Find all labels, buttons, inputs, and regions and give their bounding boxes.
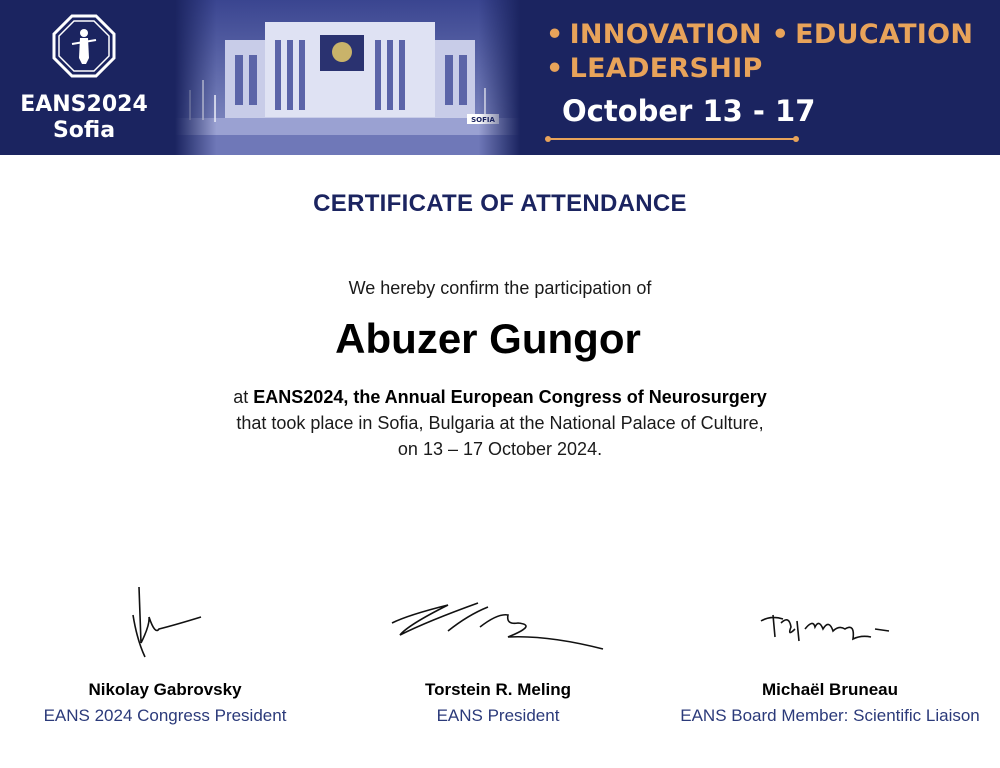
bullet-icon: • <box>546 19 564 50</box>
slogan-education: EDUCATION <box>795 19 974 50</box>
signature-block-bruneau <box>660 585 1000 726</box>
header-banner <box>0 0 1000 155</box>
slogan-line-2 <box>546 52 986 86</box>
signatory-role: EANS President <box>436 706 560 725</box>
event-name: EANS2024, the Annual European Congress of Neurosurgery <box>253 387 767 407</box>
signatory-name: Michaël Bruneau <box>761 680 899 699</box>
octagon-emblem-icon <box>52 14 116 78</box>
body-line-3: on 13 – 17 October 2024. <box>397 439 603 459</box>
signatory-name: Nikolay Gabrovsky <box>88 680 242 699</box>
congress-dates: October 13 - 17 <box>562 94 816 128</box>
signature-bruneau <box>755 585 905 660</box>
signatory-role: EANS Board Member: Scientific Liaison <box>680 706 980 725</box>
slogan <box>546 18 986 86</box>
slogan-innovation: INNOVATION <box>569 19 762 50</box>
signature-block-gabrovsky <box>0 585 335 726</box>
body-line-2: that took place in Sofia, Bulgaria at the National Palace of Culture, <box>236 413 764 433</box>
certificate-intro: We hereby confirm the participation of <box>348 278 652 298</box>
logo-text <box>0 92 168 144</box>
bullet-icon: • <box>546 53 564 84</box>
signature-meling <box>388 585 608 660</box>
slogan-line-1 <box>546 18 986 52</box>
body-line-1 <box>0 384 1000 410</box>
eans-logo <box>0 0 175 155</box>
logo-city: Sofia <box>52 118 116 143</box>
certificate-title: CERTIFICATE OF ATTENDANCE <box>313 190 687 217</box>
palace-photo <box>175 0 520 155</box>
certificate-body <box>0 384 1000 462</box>
signatory-role: EANS 2024 Congress President <box>43 706 287 725</box>
logo-title: EANS2024 <box>20 92 148 117</box>
dates-underline <box>548 138 796 140</box>
signatory-name: Torstein R. Meling <box>424 680 572 699</box>
signature-block-meling <box>328 585 668 726</box>
bullet-icon: • <box>771 19 790 50</box>
recipient-name: Abuzer Gungor <box>335 315 641 362</box>
slogan-leadership: LEADERSHIP <box>569 53 763 84</box>
signature-gabrovsky <box>125 585 205 660</box>
body-prefix: at <box>233 387 254 407</box>
